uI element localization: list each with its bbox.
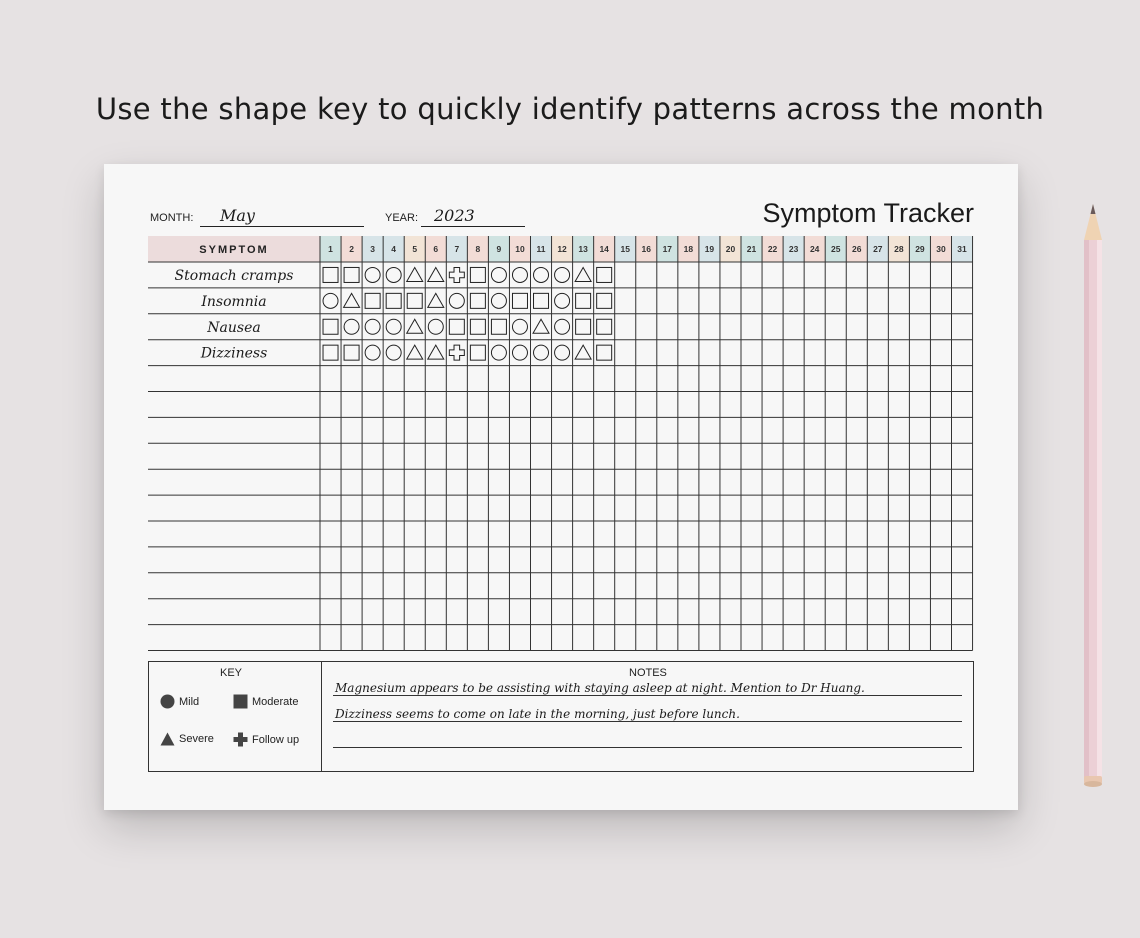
note-line-2: Dizziness seems to come on late in the morning, just before lunch. xyxy=(335,707,740,721)
headline: Use the shape key to quickly identify patterns across the month xyxy=(95,92,1045,126)
mark-moderate-square xyxy=(323,319,338,334)
day-number: 28 xyxy=(894,244,904,254)
day-number: 31 xyxy=(957,244,967,254)
mark-moderate-square xyxy=(534,293,549,308)
day-number: 25 xyxy=(830,244,841,254)
symptom-tracker-sheet xyxy=(104,164,1018,810)
symptom-name: Insomnia xyxy=(201,293,267,310)
pencil-decoration xyxy=(1080,200,1106,790)
mark-moderate-square xyxy=(386,293,401,308)
key-notes-box xyxy=(148,661,974,772)
key-mild-label: Mild xyxy=(179,695,200,708)
note-rule-2 xyxy=(333,721,962,722)
day-number: 17 xyxy=(662,244,673,254)
day-number: 10 xyxy=(515,244,525,254)
day-number: 2 xyxy=(349,244,354,254)
day-number: 27 xyxy=(873,244,883,254)
mark-follow-up-cross xyxy=(449,267,464,282)
mark-mild-circle xyxy=(491,345,506,360)
day-number: 16 xyxy=(641,244,652,254)
mark-severe-triangle xyxy=(575,345,591,359)
mark-mild-circle xyxy=(555,345,570,360)
symptom-name: Stomach cramps xyxy=(174,267,294,284)
filled-cross-icon xyxy=(233,732,248,747)
filled-circle-icon xyxy=(160,694,175,709)
day-number: 14 xyxy=(599,244,609,254)
mark-mild-circle xyxy=(555,267,570,282)
mark-mild-circle xyxy=(555,293,570,308)
day-number: 29 xyxy=(915,244,925,254)
day-number: 13 xyxy=(578,244,588,254)
mark-moderate-square xyxy=(323,345,338,360)
mark-moderate-square xyxy=(365,293,380,308)
mark-mild-circle xyxy=(534,345,549,360)
mark-mild-circle xyxy=(555,319,570,334)
key-moderate xyxy=(233,694,298,709)
mark-moderate-square xyxy=(597,345,612,360)
mark-mild-circle xyxy=(365,267,380,282)
note-line-1: Magnesium appears to be assisting with staying asleep at night. Mention to Dr Huang. xyxy=(335,681,865,695)
year-label: YEAR: xyxy=(385,212,419,224)
day-number: 21 xyxy=(746,244,757,254)
key-title: KEY xyxy=(220,667,243,679)
day-number: 20 xyxy=(725,244,736,254)
mark-moderate-square xyxy=(407,293,422,308)
note-rule-1 xyxy=(333,695,962,696)
month-label: MONTH: xyxy=(150,212,194,224)
mark-moderate-square xyxy=(576,319,591,334)
day-number: 24 xyxy=(809,244,820,254)
filled-square-icon xyxy=(233,694,248,709)
mark-moderate-square xyxy=(597,293,612,308)
day-number: 18 xyxy=(683,244,694,254)
tracker-grid xyxy=(104,164,1018,664)
day-number: 26 xyxy=(852,244,862,254)
mark-severe-triangle xyxy=(533,319,549,333)
day-number: 15 xyxy=(620,244,630,254)
year-value: 2023 xyxy=(434,206,475,225)
day-number: 11 xyxy=(536,244,546,254)
key-divider xyxy=(321,662,322,771)
mark-moderate-square xyxy=(470,319,485,334)
mark-moderate-square xyxy=(512,293,527,308)
mark-mild-circle xyxy=(512,267,527,282)
mark-moderate-square xyxy=(576,293,591,308)
mark-moderate-square xyxy=(470,267,485,282)
mark-mild-circle xyxy=(491,293,506,308)
mark-mild-circle xyxy=(386,319,401,334)
mark-mild-circle xyxy=(344,319,359,334)
day-number: 8 xyxy=(475,244,481,254)
day-number: 3 xyxy=(370,244,375,254)
mark-moderate-square xyxy=(323,267,338,282)
mark-mild-circle xyxy=(512,319,527,334)
key-mild xyxy=(160,694,199,709)
mark-moderate-square xyxy=(449,319,464,334)
month-value: May xyxy=(220,206,255,225)
symptom-header-label: SYMPTOM xyxy=(199,244,269,256)
symptom-name: Nausea xyxy=(207,319,261,336)
day-number: 5 xyxy=(412,244,418,254)
mark-mild-circle xyxy=(365,345,380,360)
mark-severe-triangle xyxy=(407,345,423,359)
notes-title: NOTES xyxy=(629,667,667,679)
mark-severe-triangle xyxy=(407,267,423,281)
page-title: Symptom Tracker xyxy=(762,198,974,228)
mark-follow-up-cross xyxy=(449,345,464,360)
symptom-name: Dizziness xyxy=(200,345,268,362)
mark-severe-triangle xyxy=(344,293,360,307)
day-number: 22 xyxy=(767,244,778,254)
filled-triangle-icon xyxy=(160,732,175,746)
note-rule-3 xyxy=(333,747,962,748)
day-number: 9 xyxy=(496,244,502,254)
mark-moderate-square xyxy=(597,319,612,334)
day-number: 19 xyxy=(704,244,715,254)
mark-mild-circle xyxy=(534,267,549,282)
mark-mild-circle xyxy=(386,267,401,282)
day-number: 23 xyxy=(788,244,799,254)
mark-severe-triangle xyxy=(428,267,444,281)
day-number: 1 xyxy=(328,244,333,254)
mark-mild-circle xyxy=(491,267,506,282)
mark-moderate-square xyxy=(470,293,485,308)
key-severe-label: Severe xyxy=(179,733,214,745)
mark-mild-circle xyxy=(365,319,380,334)
mark-severe-triangle xyxy=(428,345,444,359)
mark-moderate-square xyxy=(491,319,506,334)
key-moderate-label: Moderate xyxy=(252,695,299,708)
day-number: 6 xyxy=(433,244,439,254)
day-number: 30 xyxy=(936,244,946,254)
key-severe xyxy=(160,732,214,746)
mark-mild-circle xyxy=(512,345,527,360)
day-number: 12 xyxy=(557,244,567,254)
mark-mild-circle xyxy=(386,345,401,360)
mark-moderate-square xyxy=(470,345,485,360)
mark-severe-triangle xyxy=(407,319,423,333)
mark-severe-triangle xyxy=(428,293,444,307)
mark-moderate-square xyxy=(344,345,359,360)
day-number: 4 xyxy=(391,244,397,254)
key-follow-up xyxy=(233,732,299,747)
mark-severe-triangle xyxy=(575,267,591,281)
mark-moderate-square xyxy=(597,267,612,282)
key-follow-up-label: Follow up xyxy=(252,733,300,746)
mark-mild-circle xyxy=(428,319,443,334)
mark-mild-circle xyxy=(449,293,464,308)
day-number: 7 xyxy=(454,244,460,254)
mark-moderate-square xyxy=(344,267,359,282)
mark-mild-circle xyxy=(323,293,338,308)
